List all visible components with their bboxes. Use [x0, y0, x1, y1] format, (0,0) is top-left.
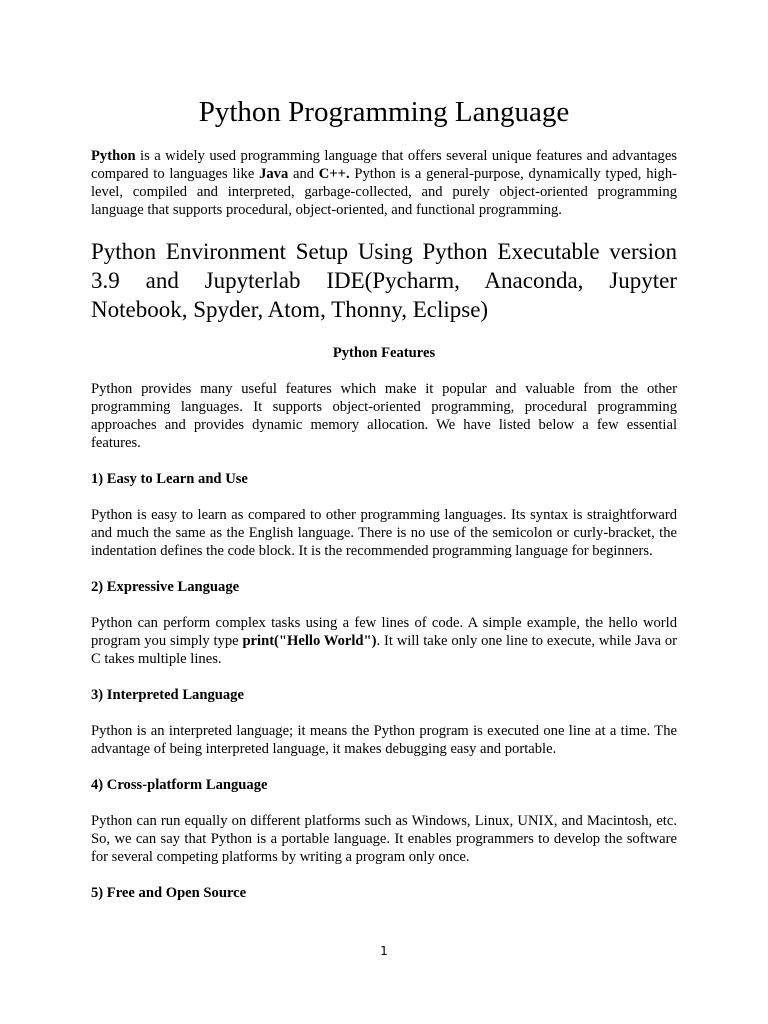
feature-body-interpreted-language: Python is an interpreted language; it means the Python program is executed one line at a time. The advantage of being interpreted language, it makes debugging easy and portable. [91, 723, 677, 757]
features-heading: Python Features [332, 345, 436, 361]
intro-cpp-term: C++. [318, 166, 350, 182]
feature-heading-expressive-language: 2) Expressive Language [91, 579, 240, 595]
intro-text-2: and [288, 166, 319, 182]
feature-heading-free-open-source: 5) Free and Open Source [91, 885, 247, 901]
intro-text-1: is a widely used programming language that offers several unique features and advantages compared to languages like [91, 148, 677, 182]
intro-lead-term: Python [91, 148, 136, 164]
feature-body-expressive-language [91, 614, 677, 668]
features-intro-paragraph: Python provides many useful features which make it popular and valuable from the other programming languages. It supports object-oriented programming, procedural programming approaches and provides dynamic memory allocation. We have listed below a few essential features. [91, 381, 677, 451]
intro-text-3: Python is a general-purpose, dynamically typed, high-level, compiled and interpreted, garbage-collected, and purely object-oriented programming language that supports procedural, object-oriented, and functional programming. [91, 166, 677, 218]
feature-heading-cross-platform: 4) Cross-platform Language [91, 777, 268, 793]
environment-setup-heading: Python Environment Setup Using Python Executable version 3.9 and Jupyterlab IDE(Pycharm, Anaconda, Jupyter Notebook, Spyder, Atom, Thonny, Eclipse) [91, 239, 677, 322]
feature-heading-easy-to-learn: 1) Easy to Learn and Use [91, 471, 248, 487]
page-title: Python Programming Language [198, 96, 570, 128]
feature-heading-interpreted-language: 3) Interpreted Language [91, 687, 244, 703]
feature-body-cross-platform: Python can run equally on different platforms such as Windows, Linux, UNIX, and Macintosh, etc. So, we can say that Python is a portable language. It enables programmers to develop the software for several competing platforms by writing a program only once. [91, 813, 677, 865]
feature-body-easy-to-learn: Python is easy to learn as compared to other programming languages. Its syntax is straightforward and much the same as the English language. There is no use of the semicolon or curly-bracket, the indentation defines the code block. It is the recommended programming language for beginners. [91, 507, 677, 559]
intro-java-term: Java [259, 166, 289, 182]
hello-world-code: print("Hello World") [242, 633, 377, 649]
expressive-text-1: Python can perform complex tasks using a few lines of code. A simple example, the hello world program you simply type [91, 615, 677, 649]
intro-paragraph [91, 147, 677, 219]
expressive-text-2: . It will take only one line to execute, while Java or C takes multiple lines. [91, 633, 677, 667]
page-number: 1 [380, 944, 388, 958]
